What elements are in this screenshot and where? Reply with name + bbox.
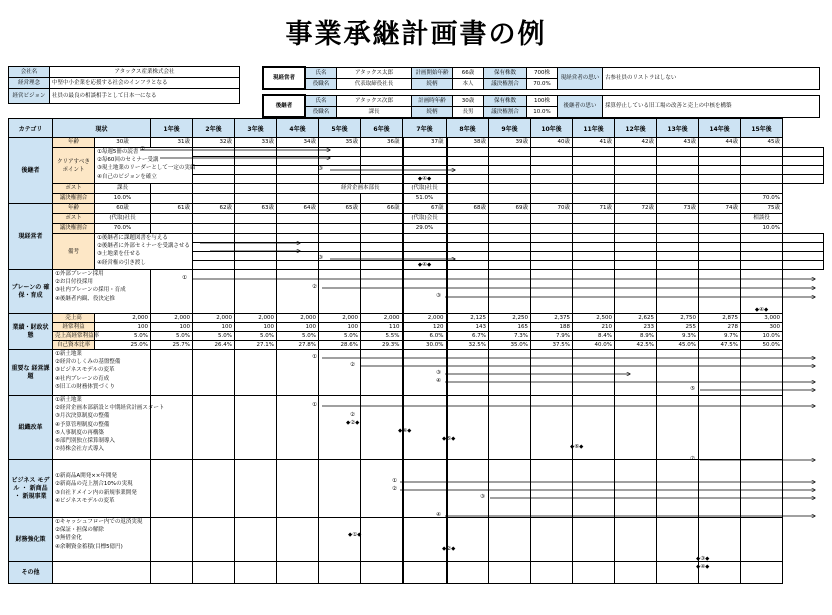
- org-circle-1: ①: [312, 402, 317, 408]
- successor-role: 後継者: [263, 95, 305, 117]
- fin-value-2-1: 5.0%: [151, 332, 193, 341]
- fin-marker-1: ◆①◆: [348, 532, 362, 538]
- biz-category: ビジネス モデル ・ 新商品 ・ 新規事業: [9, 460, 53, 518]
- fin-value-2-13: 9.3%: [657, 332, 699, 341]
- fin-value-1-0: 100: [95, 323, 151, 332]
- pred-shares-label: 保有株数: [484, 67, 527, 78]
- pred-thought-label: 現経営者の思い: [558, 67, 603, 89]
- plan-grid: [8, 118, 824, 584]
- succ-title-label: 役職名: [305, 106, 337, 117]
- fin-value-0-6: 2,000: [361, 314, 403, 323]
- fin-value-3-1: 25.7%: [151, 341, 193, 350]
- successor-age-1: 31歳: [151, 138, 193, 148]
- succ-thought-label: 後継者の思い: [558, 95, 603, 117]
- fin-value-3-15: 50.0%: [741, 341, 783, 350]
- fin-value-0-11: 2,500: [573, 314, 615, 323]
- cur-post-now: (代取)社長: [95, 214, 151, 224]
- cur-notes-list: ①後継者に課題図書を与える ②後継者に外部セミナーを受講させる ③土地業を任せる ④経営権の引き渡し: [95, 234, 193, 270]
- biz-circle-4: ④: [436, 512, 441, 518]
- fin-value-1-14: 278: [699, 323, 741, 332]
- succ-thought: 採算停止している旧工場の改善と売上の中核を構築: [603, 95, 820, 117]
- pred-rel-label: 続柄: [412, 78, 453, 89]
- issues-category: 重要な 経営課題: [9, 350, 53, 396]
- issues-row: [9, 350, 824, 396]
- succ-rel-label: 続柄: [412, 106, 453, 117]
- fin-value-1-7: 120: [403, 323, 447, 332]
- fin-value-2-15: 10.0%: [741, 332, 783, 341]
- fin-value-3-7: 30.0%: [403, 341, 447, 350]
- fin-value-0-12: 2,625: [615, 314, 657, 323]
- fin-marker-3: ◆③◆: [696, 556, 710, 562]
- succ-points-list: ①毎週5冊の読書 ②毎60回のセミナー受講 ③現土地業のリーダーとして一定の実績 ④自己のビジョンを確立: [95, 148, 193, 184]
- successor-age-5: 35歳: [319, 138, 361, 148]
- succ-ratio-label: 議決権割合: [484, 106, 527, 117]
- succ-ratio-label-cell: 議決権割合: [53, 194, 95, 204]
- brain-items: ①外部ブレーン採用 ②お目付役採用 ③社内ブレーンの採用・育成 ④後継者内観、役決定推: [53, 270, 151, 314]
- current-age-5: 65歳: [319, 204, 361, 214]
- succ-rel: 長男: [453, 106, 484, 117]
- succ-ratio-y7: 51.0%: [403, 194, 447, 204]
- fin-value-2-0: 5.0%: [95, 332, 151, 341]
- fin-value-0-8: 2,125: [447, 314, 489, 323]
- fin-value-2-2: 5.0%: [193, 332, 235, 341]
- fin-value-0-5: 2,000: [319, 314, 361, 323]
- year-header-12: 12年後: [615, 119, 657, 138]
- brain-row: [9, 270, 824, 314]
- successor-age-3: 33歳: [235, 138, 277, 148]
- year-header-11: 11年後: [573, 119, 615, 138]
- succ-shares-label: 保有株数: [484, 95, 527, 106]
- predecessor-role: 現経営者: [263, 67, 305, 89]
- cur-post-y15: 相談役: [741, 214, 783, 224]
- issue-circle-4: ④: [436, 378, 441, 384]
- succ-name: アタックス次郎: [337, 95, 412, 106]
- succ-title: 課長: [337, 106, 412, 117]
- fin-value-3-3: 27.1%: [235, 341, 277, 350]
- fin-sales-label: 売上高: [53, 314, 95, 323]
- philosophy-value: 中堅中小企業を応援する社会のインフラとなる: [50, 78, 240, 89]
- philosophy-label: 経営理念: [9, 78, 50, 89]
- finance-row-margin: [9, 332, 824, 341]
- vision-table: [8, 88, 240, 104]
- fin-value-3-2: 26.4%: [193, 341, 235, 350]
- pred-shares: 700株: [527, 67, 558, 78]
- succ-circle-3: ③: [318, 166, 323, 172]
- current-age-7: 67歳: [403, 204, 447, 214]
- cur-ratio-now: 70.0%: [95, 224, 151, 234]
- fin-marker-4: ◆④◆: [696, 564, 710, 570]
- fin-value-2-3: 5.0%: [235, 332, 277, 341]
- year-header-14: 14年後: [699, 119, 741, 138]
- succ-post-label: ポスト: [53, 184, 95, 194]
- successor-age-2: 32歳: [193, 138, 235, 148]
- fin-equity-label: 自己資本比率: [53, 341, 95, 350]
- brain-circle-2: ②: [312, 284, 317, 290]
- successor-age-14: 44歳: [699, 138, 741, 148]
- pred-age-label: 計画開始年齢: [412, 67, 453, 78]
- company-name: アタックス産業株式会社: [50, 67, 240, 78]
- current-age-13: 73歳: [657, 204, 699, 214]
- succ-post-y5: 経営企画本部長: [319, 184, 403, 194]
- successor-age-9: 39歳: [489, 138, 531, 148]
- current-age-9: 69歳: [489, 204, 531, 214]
- year-header-10: 10年後: [531, 119, 573, 138]
- fin-value-0-1: 2,000: [151, 314, 193, 323]
- year-header-5: 5年後: [319, 119, 361, 138]
- fin-value-2-7: 6.0%: [403, 332, 447, 341]
- successor-age-4: 34歳: [277, 138, 319, 148]
- fin-value-1-5: 100: [319, 323, 361, 332]
- year-header-6: 6年後: [361, 119, 403, 138]
- current-age-0: 60歳: [95, 204, 151, 214]
- brain-circle-3: ③: [436, 293, 441, 299]
- succ-age-label-cell: 年齢: [53, 138, 95, 148]
- cur-age-label-cell: 年齢: [53, 204, 95, 214]
- org-marker-2: ◆②◆: [346, 420, 360, 426]
- fin-value-0-4: 2,000: [277, 314, 319, 323]
- issue-circle-2: ②: [350, 362, 355, 368]
- fin-value-2-6: 5.5%: [361, 332, 403, 341]
- fin-value-1-1: 100: [151, 323, 193, 332]
- successor-age-6: 36歳: [361, 138, 403, 148]
- org-circle-7: ⑦: [690, 456, 695, 462]
- successor-age-0: 30歳: [95, 138, 151, 148]
- fin-value-2-8: 6.7%: [447, 332, 489, 341]
- fin-value-0-13: 2,750: [657, 314, 699, 323]
- successor-age-15: 45歳: [741, 138, 783, 148]
- cur-milestone-marker: ◆④◆: [403, 261, 447, 270]
- fin-value-1-13: 255: [657, 323, 699, 332]
- issues-items: ①新土地業 ②経営のしくみの基盤整備 ③ビジネスモデルの変革 ④社内ブレーンの育成 ⑤旧工の財務体質づくり: [53, 350, 151, 396]
- succ-name-label: 氏名: [305, 95, 337, 106]
- fin-value-0-7: 2,000: [403, 314, 447, 323]
- fin-value-3-8: 32.5%: [447, 341, 489, 350]
- biz-circle-3: ③: [480, 494, 485, 500]
- fin-value-1-6: 110: [361, 323, 403, 332]
- pred-ratio: 70.0%: [527, 78, 558, 89]
- pred-title-label: 役職名: [305, 78, 337, 89]
- successor-age-7: 37歳: [403, 138, 447, 148]
- fin-marker-2: ◆②◆: [442, 546, 456, 552]
- fin-value-2-5: 5.0%: [319, 332, 361, 341]
- fin-value-3-12: 42.5%: [615, 341, 657, 350]
- successor-category: 後継者: [9, 138, 53, 204]
- fin-value-3-11: 40.0%: [573, 341, 615, 350]
- fin-value-2-14: 9.7%: [699, 332, 741, 341]
- fin-value-1-12: 233: [615, 323, 657, 332]
- fin-strength-category: 財務強化策: [9, 518, 53, 562]
- finance-category: 業績・財政状態: [9, 314, 53, 350]
- succ-ratio-y15: 70.0%: [741, 194, 783, 204]
- succ-ratio: 10.0%: [527, 106, 558, 117]
- year-header-4: 4年後: [277, 119, 319, 138]
- pred-name: アタックス太郎: [337, 67, 412, 78]
- company-name-label: 会社名: [9, 67, 50, 78]
- fin-strength-row: [9, 518, 824, 562]
- org-items: ①新土地業 ②経営企画本部新設と中期経営計画スタート ③月次決算制度の整備 ④予算管理制度の整備 ⑤人事制度の再構築 ⑥部門別独立採算制導入 ⑦持株会社方式導入: [53, 396, 151, 460]
- succ-milestone-marker: ◆④◆: [403, 175, 447, 184]
- cur-ratio-y7: 29.0%: [403, 224, 447, 234]
- fin-value-3-14: 47.5%: [699, 341, 741, 350]
- issue-circle-1: ①: [312, 354, 317, 360]
- fin-value-3-4: 27.8%: [277, 341, 319, 350]
- pred-thought: 古参社員のリストラはしない: [603, 67, 820, 89]
- brain-category: ブレーンの 確保・育成: [9, 270, 53, 314]
- fin-value-2-11: 8.4%: [573, 332, 615, 341]
- successor-age-13: 43歳: [657, 138, 699, 148]
- pred-name-label: 氏名: [305, 67, 337, 78]
- issue-circle-5: ⑤: [690, 386, 695, 392]
- current-age-4: 64歳: [277, 204, 319, 214]
- successor-age-11: 41歳: [573, 138, 615, 148]
- current-status-header: 現状: [53, 119, 151, 138]
- grid-header-row: [9, 119, 824, 138]
- finance-row-profit: [9, 323, 824, 332]
- fin-value-2-4: 5.0%: [277, 332, 319, 341]
- succ-post-now: 課長: [95, 184, 151, 194]
- fin-value-3-6: 29.3%: [361, 341, 403, 350]
- fin-value-1-15: 300: [741, 323, 783, 332]
- org-row: [9, 396, 824, 460]
- current-age-row: [9, 204, 824, 214]
- current-age-10: 70歳: [531, 204, 573, 214]
- fin-profit-label: 経常利益: [53, 323, 95, 332]
- current-age-14: 74歳: [699, 204, 741, 214]
- current-age-6: 66歳: [361, 204, 403, 214]
- fin-value-1-4: 100: [277, 323, 319, 332]
- fin-value-1-2: 100: [193, 323, 235, 332]
- current-age-11: 71歳: [573, 204, 615, 214]
- org-marker-4: ◆④◆: [398, 428, 412, 434]
- fin-value-0-0: 2,000: [95, 314, 151, 323]
- fin-value-0-15: 3,000: [741, 314, 783, 323]
- fin-value-1-9: 165: [489, 323, 531, 332]
- successor-age-row: [9, 138, 824, 148]
- current-category: 現経営者: [9, 204, 53, 270]
- pred-age: 66歳: [453, 67, 484, 78]
- year-header-2: 2年後: [193, 119, 235, 138]
- successor-age-8: 38歳: [447, 138, 489, 148]
- year-header-13: 13年後: [657, 119, 699, 138]
- current-age-8: 68歳: [447, 204, 489, 214]
- year-header-1: 1年後: [151, 119, 193, 138]
- succ-points-label: クリアすべき ポイント: [53, 148, 95, 184]
- succ-shares: 100株: [527, 95, 558, 106]
- company-info-table: [8, 66, 240, 89]
- fin-value-0-3: 2,000: [235, 314, 277, 323]
- fin-value-3-9: 35.0%: [489, 341, 531, 350]
- succ-age-label: 計画時年齢: [412, 95, 453, 106]
- cur-circle-3: ③: [318, 255, 323, 261]
- org-marker-5: ◆⑤◆: [442, 436, 456, 442]
- fin-value-2-10: 7.9%: [531, 332, 573, 341]
- finance-row-equity: [9, 341, 824, 350]
- current-age-3: 63歳: [235, 204, 277, 214]
- fin-value-3-5: 28.6%: [319, 341, 361, 350]
- pred-ratio-label: 議決権割合: [484, 78, 527, 89]
- category-header: カテゴリ: [9, 119, 53, 138]
- succ-circle-1: ①: [140, 146, 145, 152]
- biz-row: [9, 460, 824, 518]
- biz-circle-1: ①: [392, 478, 397, 484]
- org-category: 組織改革: [9, 396, 53, 460]
- succession-info-table: [262, 66, 820, 118]
- year-header-9: 9年後: [489, 119, 531, 138]
- current-age-12: 72歳: [615, 204, 657, 214]
- cur-post-y7: (代取)会長: [403, 214, 447, 224]
- current-age-1: 61歳: [151, 204, 193, 214]
- fin-value-3-13: 45.0%: [657, 341, 699, 350]
- current-age-15: 75歳: [741, 204, 783, 214]
- pred-rel: 本人: [453, 78, 484, 89]
- page-title: 事業承継計画書の例: [285, 19, 547, 50]
- year-header-7: 7年後: [403, 119, 447, 138]
- fin-value-1-11: 210: [573, 323, 615, 332]
- fin-value-1-8: 143: [447, 323, 489, 332]
- fin-strength-items: ①キャッシュフロー内での返済実現 ②保証・担保の解除 ③無借金化 ④余剰資金蓄積(目標5億円): [53, 518, 151, 562]
- fin-value-0-10: 2,375: [531, 314, 573, 323]
- year-header-15: 15年後: [741, 119, 783, 138]
- pred-title: 代表取締役社長: [337, 78, 412, 89]
- brain-marker: ◆④◆: [741, 270, 783, 314]
- fin-value-1-3: 100: [235, 323, 277, 332]
- cur-ratio-label-cell: 議決権割合: [53, 224, 95, 234]
- biz-circle-2: ②: [392, 486, 397, 492]
- other-category: その他: [9, 562, 53, 584]
- fin-margin-label: 売上高経常利益率: [53, 332, 95, 341]
- vision-label: 経営ビジョン: [9, 89, 50, 104]
- cur-ratio-y15: 10.0%: [741, 224, 783, 234]
- finance-row-sales: [9, 314, 824, 323]
- biz-items: ①新商品A開発××年開発 ②新商品の売上割合10%の実現 ③自社ドメイン内の新規事業開発 ④ビジネスモデルの変革: [53, 460, 151, 518]
- succ-ratio-now: 10.0%: [95, 194, 151, 204]
- cur-notes-label: 備考: [53, 234, 95, 270]
- year-header-3: 3年後: [235, 119, 277, 138]
- cur-post-label: ポスト: [53, 214, 95, 224]
- current-age-2: 62歳: [193, 204, 235, 214]
- fin-value-3-10: 37.5%: [531, 341, 573, 350]
- fin-value-0-9: 2,250: [489, 314, 531, 323]
- vision-value: 社員の最良の相談相手として日本一になる: [50, 89, 240, 104]
- fin-value-3-0: 25.0%: [95, 341, 151, 350]
- fin-value-0-2: 2,000: [193, 314, 235, 323]
- succ-post-y7: (代取)社長: [403, 184, 447, 194]
- successor-age-12: 42歳: [615, 138, 657, 148]
- fin-value-0-14: 2,875: [699, 314, 741, 323]
- succ-age: 30歳: [453, 95, 484, 106]
- successor-age-10: 40歳: [531, 138, 573, 148]
- fin-value-1-10: 188: [531, 323, 573, 332]
- org-circle-2: ②: [350, 412, 355, 418]
- org-marker-6: ◆⑥◆: [570, 444, 584, 450]
- issue-circle-3: ③: [436, 370, 441, 376]
- fin-value-2-9: 7.3%: [489, 332, 531, 341]
- fin-value-2-12: 8.9%: [615, 332, 657, 341]
- year-header-8: 8年後: [447, 119, 489, 138]
- brain-circle-1: ①: [182, 275, 187, 281]
